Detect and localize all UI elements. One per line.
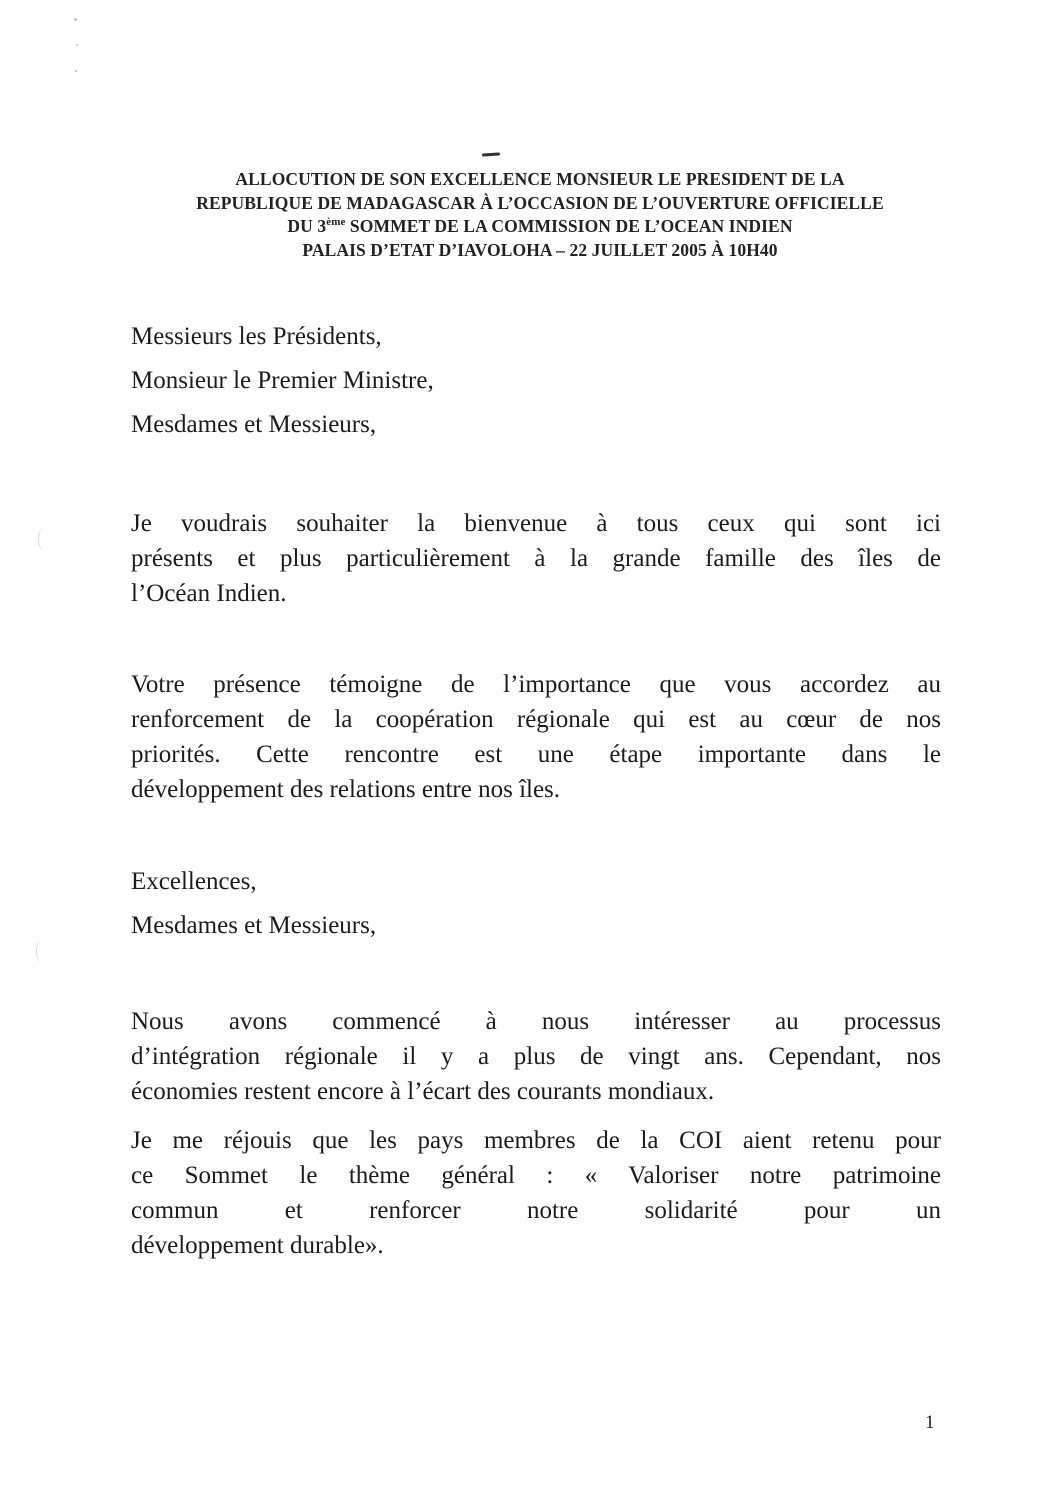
margin-artifact [36,940,47,962]
title-superscript: ème [326,216,346,228]
paragraph-line: ce Sommet le thème général : « Valoriser notre patrimoine [131,1162,941,1189]
scan-speck [74,18,77,21]
document-title [100,168,980,262]
paragraph-line: Nous avons commencé à nous intéresser au processus [131,1008,941,1035]
paragraph-line: développement des relations entre nos îles. [131,776,561,803]
paragraph-line: Je voudrais souhaiter la bienvenue à tous ceux qui sont ici [131,510,941,537]
ink-mark [482,152,500,156]
page-number: 1 [925,1412,935,1433]
salutation-line: Mesdames et Messieurs, [131,912,377,939]
salutation-line: Mesdames et Messieurs, [131,411,377,438]
paragraph-line: développement durable». [131,1232,384,1259]
scan-speck [75,70,77,72]
salutation-block [131,315,434,447]
title-line: PALAIS D’ETAT D’IAVOLOHA – 22 JUILLET 2005 À 10H40 [302,239,778,260]
paragraph [131,506,941,611]
paragraph [131,1123,941,1263]
paragraph-line: renforcement de la coopération régionale qui est au cœur de nos [131,706,941,733]
paragraph-line: Votre présence témoigne de l’importance que vous accordez au [131,671,941,698]
salutation-line: Monsieur le Premier Ministre, [131,367,434,394]
paragraph-line: priorités. Cette rencontre est une étape importante dans le [131,741,941,768]
title-text: DU 3 [287,216,327,236]
salutation-line: Excellences, [131,868,257,895]
paragraph-line: l’Océan Indien. [131,580,287,607]
paragraph [131,1004,941,1109]
salutation-block [131,860,376,948]
paragraph-line: d’intégration régionale il y a plus de vingt ans. Cependant, nos [131,1043,941,1070]
scan-speck [76,44,78,46]
paragraph-line: économies restent encore à l’écart des courants mondiaux. [131,1078,715,1105]
paragraph-line: Je me réjouis que les pays membres de la COI aient retenu pour [131,1127,941,1154]
title-line: ALLOCUTION DE SON EXCELLENCE MONSIEUR LE PRESIDENT DE LA [235,169,845,189]
paragraph-line: commun et renforcer notre solidarité pour un [131,1197,941,1224]
paragraph-line: présents et plus particulièrement à la grande famille des îles de [131,545,941,572]
salutation-line: Messieurs les Présidents, [131,323,382,350]
title-line [100,215,980,239]
title-text: SOMMET DE LA COMMISSION DE L’OCEAN INDIEN [345,216,793,236]
title-line: REPUBLIQUE DE MADAGASCAR À L’OCCASION DE L’OUVERTURE OFFICIELLE [196,192,884,213]
paragraph [131,667,941,807]
margin-artifact [38,528,49,550]
